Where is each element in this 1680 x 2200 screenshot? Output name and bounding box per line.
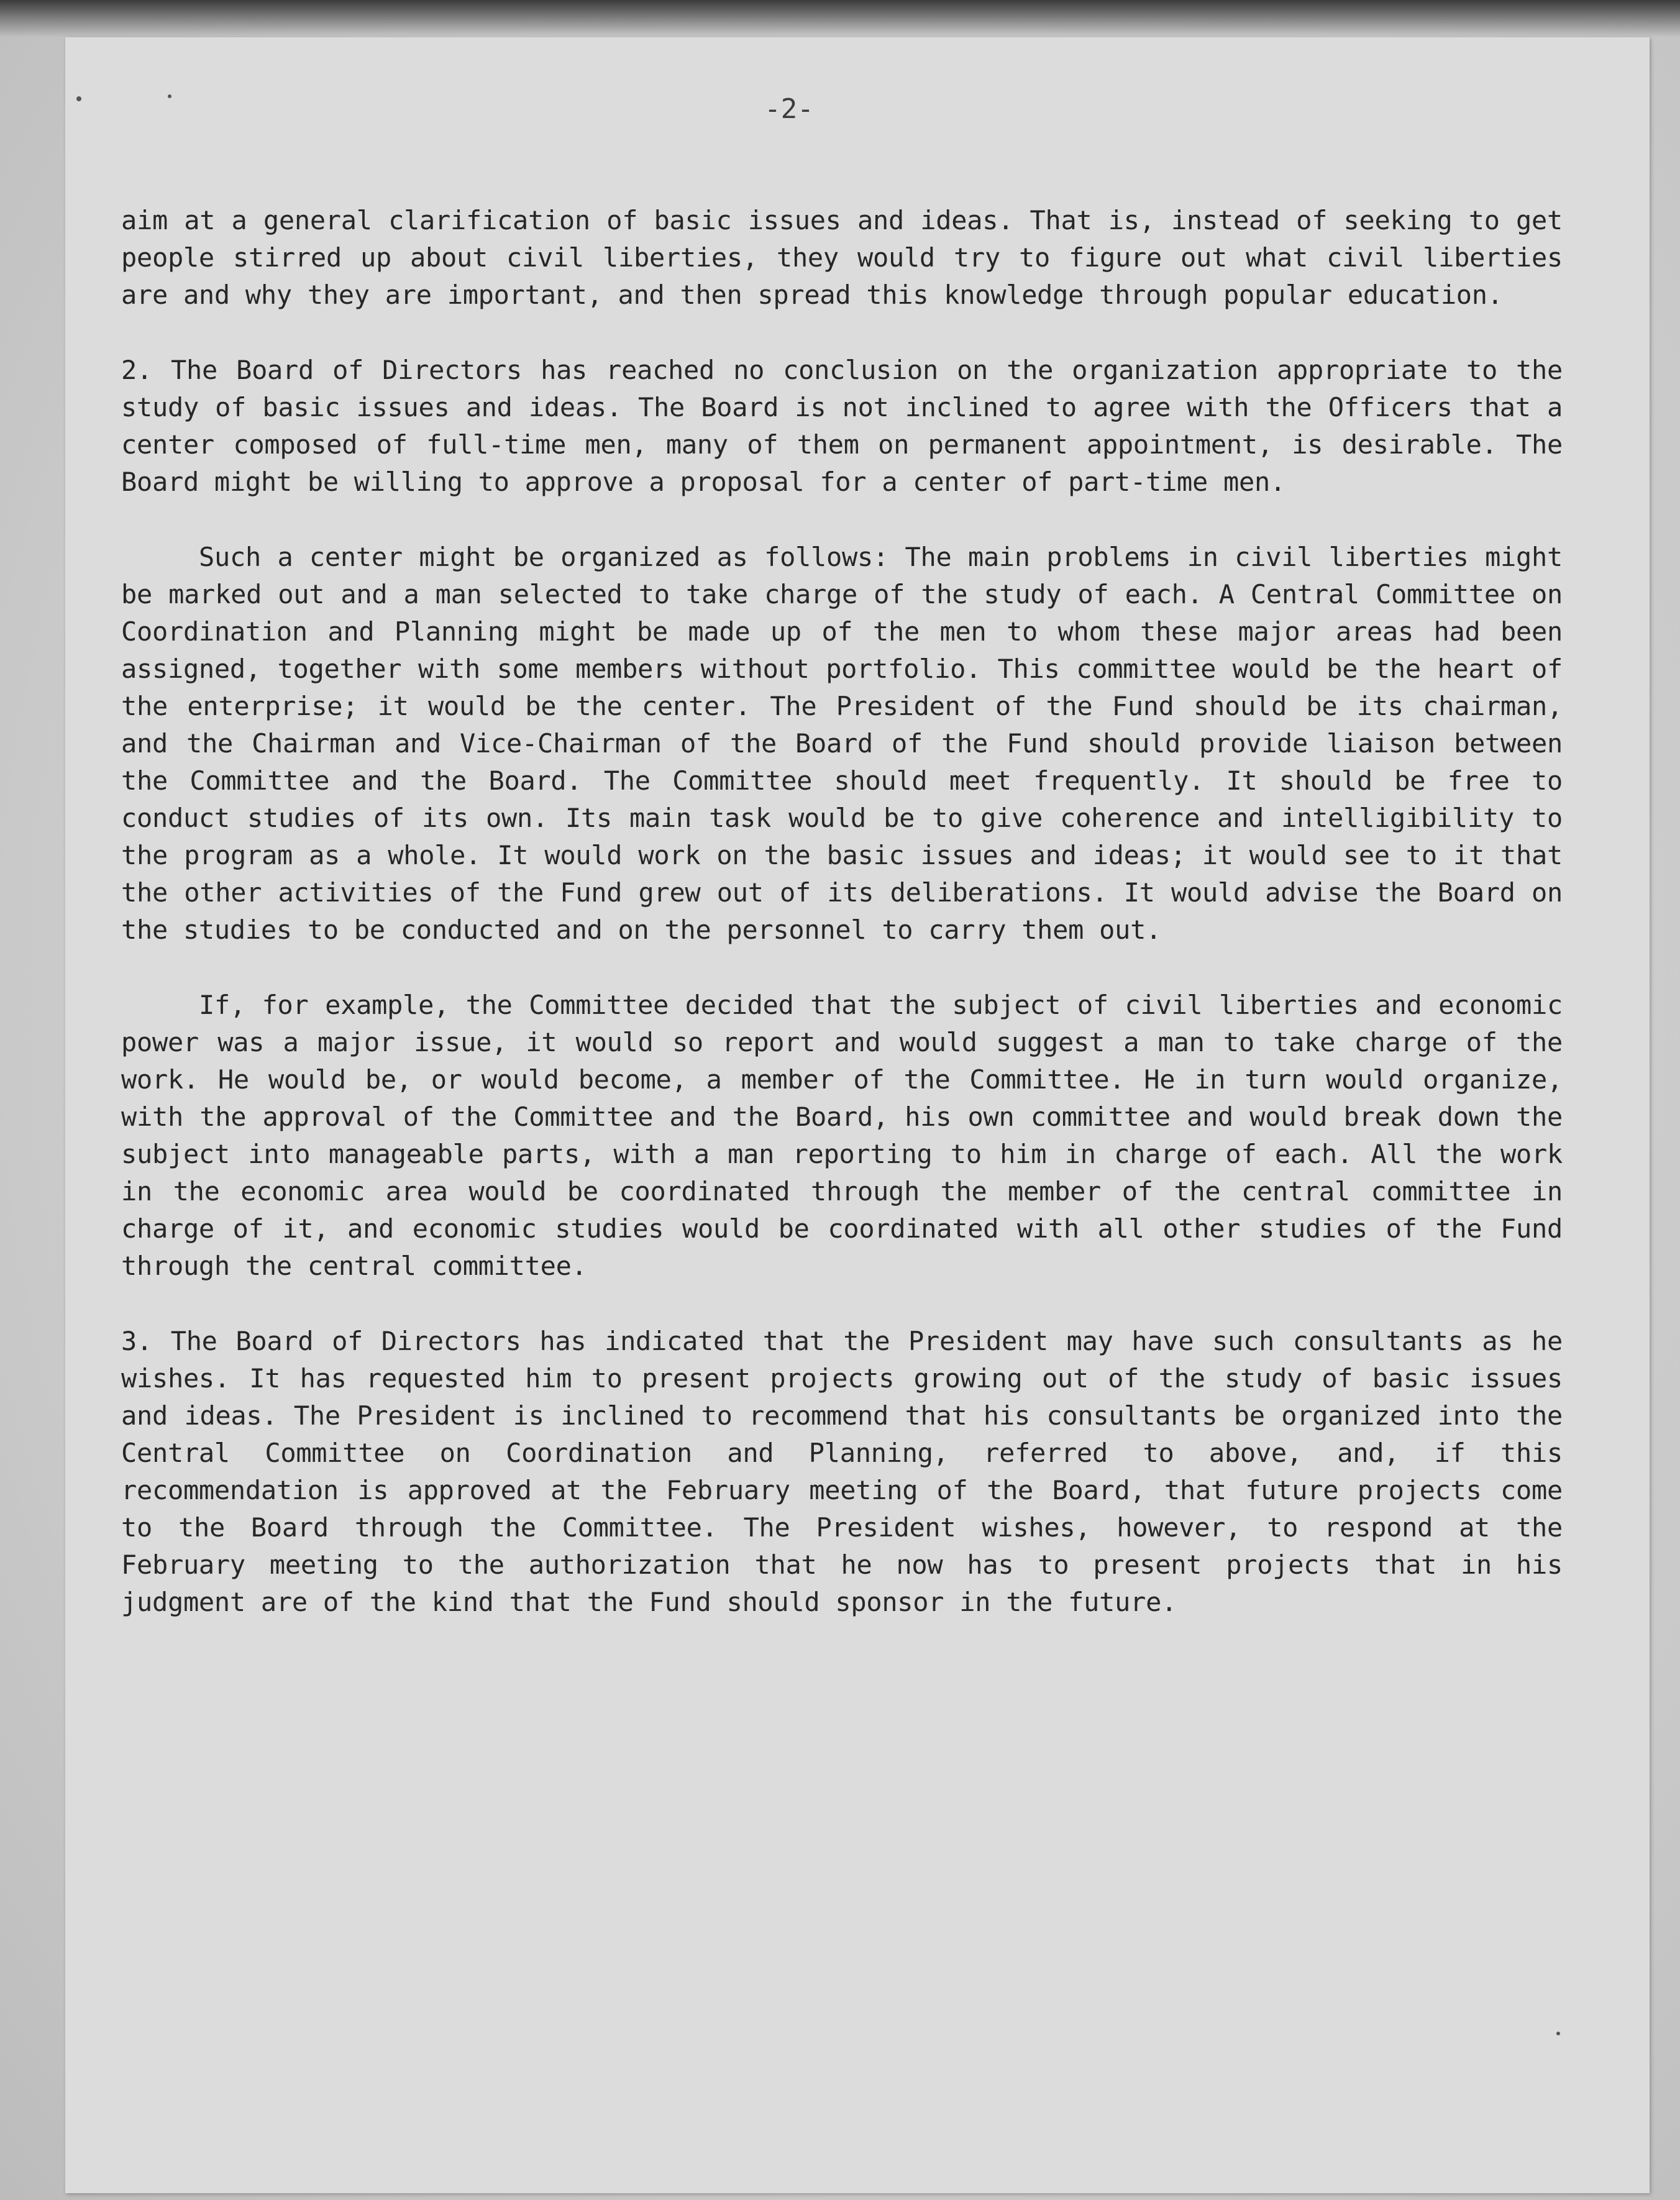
- scan-speck: [168, 94, 171, 98]
- page-number: -2-: [764, 93, 814, 125]
- letter-body: [121, 202, 1563, 1659]
- paragraph-item-2: 2. The Board of Directors has reached no conclusion on the organization appropriate to the study of basic issues and ideas. The Board is not inclined to agree with the Officers that a center composed of full-time men, many of them on permanent appointment, is desirable. The Board might be willing to approve a proposal for a center of part-time men.: [121, 355, 1563, 497]
- document-page: [65, 37, 1650, 2193]
- scan-top-edge: [0, 0, 1680, 37]
- scan-speck: [76, 96, 81, 101]
- paragraph-item-3: 3. The Board of Directors has indicated that the President may have such consultants as he wishes. It has requested him to present projects growing out of the study of basic issues and ideas. The President is inclined to recommend that his consultants be organized into the Central Committee on Coordination and Planning, referred to above, and, if this recommendation is approved at the February meeting of the Board, that future projects come to the Board through the Committee. The President wishes, however, to respond at the February meeting to the authorization that he now has to present projects that in his judgment are of the kind that the Fund should sponsor in the future.: [121, 1326, 1563, 1617]
- paragraph-continuation: aim at a general clarification of basic issues and ideas. That is, instead of seeking to get people stirred up about civil liberties, they would try to figure out what civil liberties are and why they are important, and then spread this knowledge through popular education.: [121, 205, 1563, 310]
- scan-speck: [1556, 2032, 1560, 2035]
- paragraph-example: If, for example, the Committee decided that the subject of civil liberties and economic power was a major issue, it would so report and would suggest a man to take charge of the work. He would be, or would become, a member of the Committee. He in turn would organize, with the approval of the Committee and the Board, his own committee and would break down the subject into manageable parts, with a man reporting to him in charge of each. All the work in the economic area would be coordinated through the member of the central committee in charge of it, and economic studies would be coordinated with all other studies of the Fund through the central committee.: [121, 990, 1563, 1281]
- paragraph-center-organization: Such a center might be organized as follows: The main problems in civil liberties might be marked out and a man selected to take charge of the study of each. A Central Committee on Coordination and Planning might be made up of the men to whom these major areas had been assigned, together with some members without portfolio. This committee would be the heart of the enterprise; it would be the center. The President of the Fund should be its chairman, and the Chairman and Vice-Chairman of the Board of the Fund should provide liaison between the Committee and the Board. The Committee should meet frequently. It should be free to conduct studies of its own. Its main task would be to give coherence and intelligibility to the program as a whole. It would work on the basic issues and ideas; it would see to it that the other activities of the Fund grew out of its deliberations. It would advise the Board on the studies to be conducted and on the personnel to carry them out.: [121, 542, 1563, 945]
